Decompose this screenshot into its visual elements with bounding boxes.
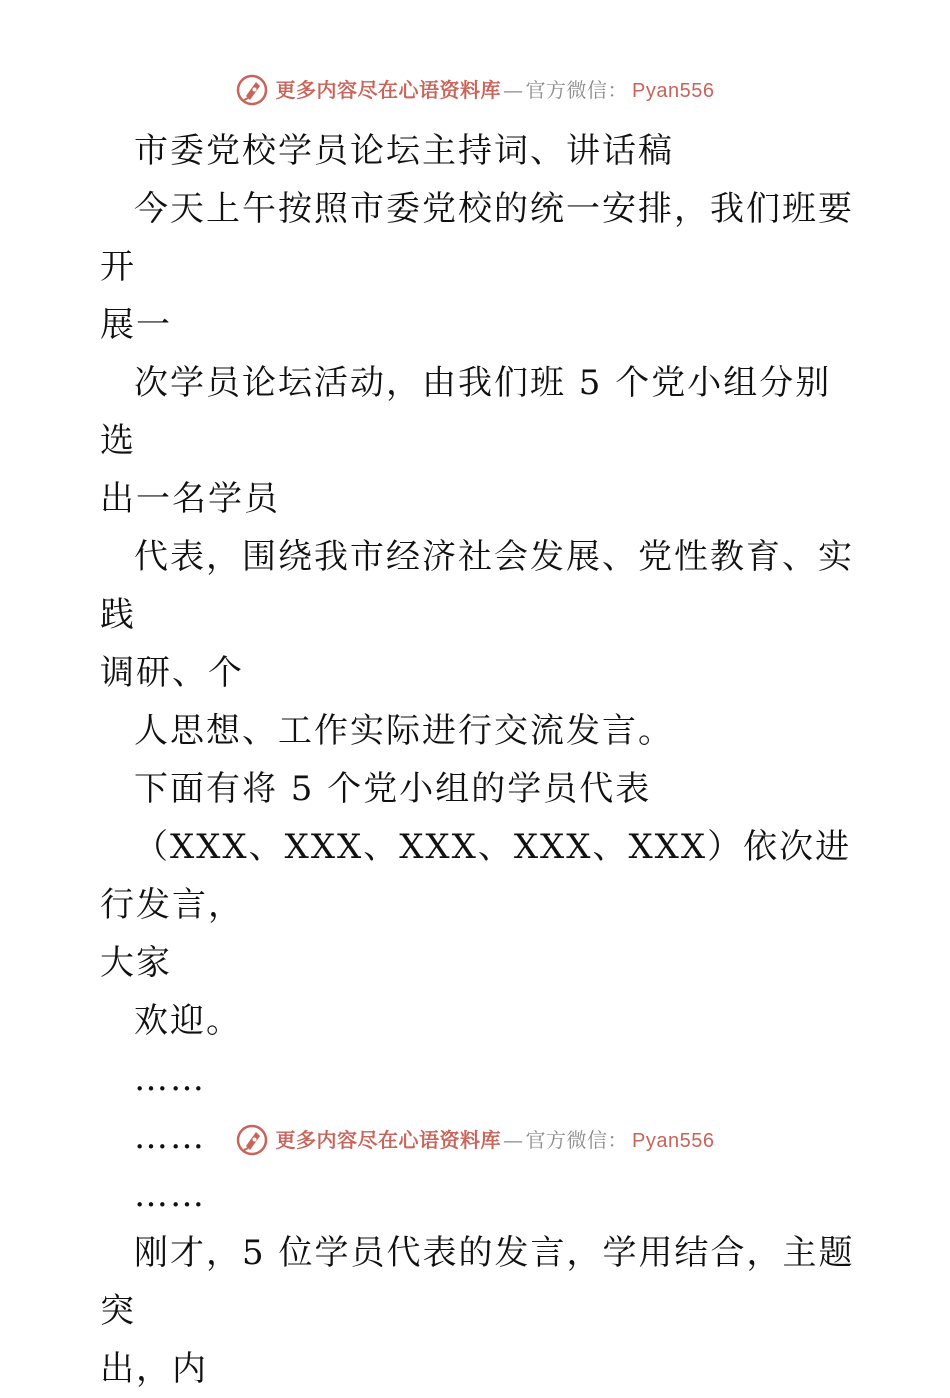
document-body [100, 122, 860, 1398]
footer-watermark [0, 1120, 950, 1160]
paragraph-line: 欢迎。 [134, 1001, 242, 1041]
pen-nib-logo-icon [236, 74, 268, 106]
paragraph-line: 展一 [100, 305, 172, 345]
paragraph-line: 下面有将 5 个党小组的学员代表 [134, 769, 652, 809]
header-watermark [0, 70, 950, 110]
paragraph-line: 人思想、工作实际进行交流发言。 [134, 711, 674, 751]
paragraph-line: 出一名学员 [100, 479, 280, 519]
watermark-id: Pyan556 [632, 79, 715, 102]
watermark-sub-text: 官方微信： [525, 77, 629, 102]
paragraph-line: 代表，围绕我市经济社会发展、党性教育、实践 [100, 537, 854, 635]
watermark-main-text: 更多内容尽在心语资料库 [275, 1127, 502, 1152]
ellipsis-line: …… [134, 1059, 206, 1099]
paragraph-line: 次学员论坛活动，由我们班 5 个党小组分别选 [100, 363, 832, 461]
watermark-main-text: 更多内容尽在心语资料库 [275, 77, 502, 102]
watermark-sub-text: 官方微信： [525, 1127, 629, 1152]
paragraph-line: 大家 [100, 943, 172, 983]
pen-nib-logo-icon [236, 1124, 268, 1156]
paragraph-line: 今天上午按照市委党校的统一安排，我们班要开 [100, 189, 854, 287]
watermark-id: Pyan556 [632, 1129, 715, 1152]
paragraph-line: 出，内 [100, 1349, 208, 1389]
ellipsis-line: …… [134, 1117, 206, 1157]
paragraph-line: 刚才，5 位学员代表的发言，学用结合，主题突 [100, 1233, 855, 1331]
paragraph-line: 调研、个 [100, 653, 244, 693]
watermark-text [275, 77, 715, 102]
watermark-text [275, 1127, 715, 1152]
watermark-dash: — [503, 1127, 524, 1152]
ellipsis-line: …… [134, 1175, 206, 1215]
document-title: 市委党校学员论坛主持词、讲话稿 [134, 131, 674, 171]
paragraph-line: （XXX、XXX、XXX、XXX、XXX）依次进行发言， [100, 827, 852, 925]
watermark-dash: — [503, 77, 524, 102]
